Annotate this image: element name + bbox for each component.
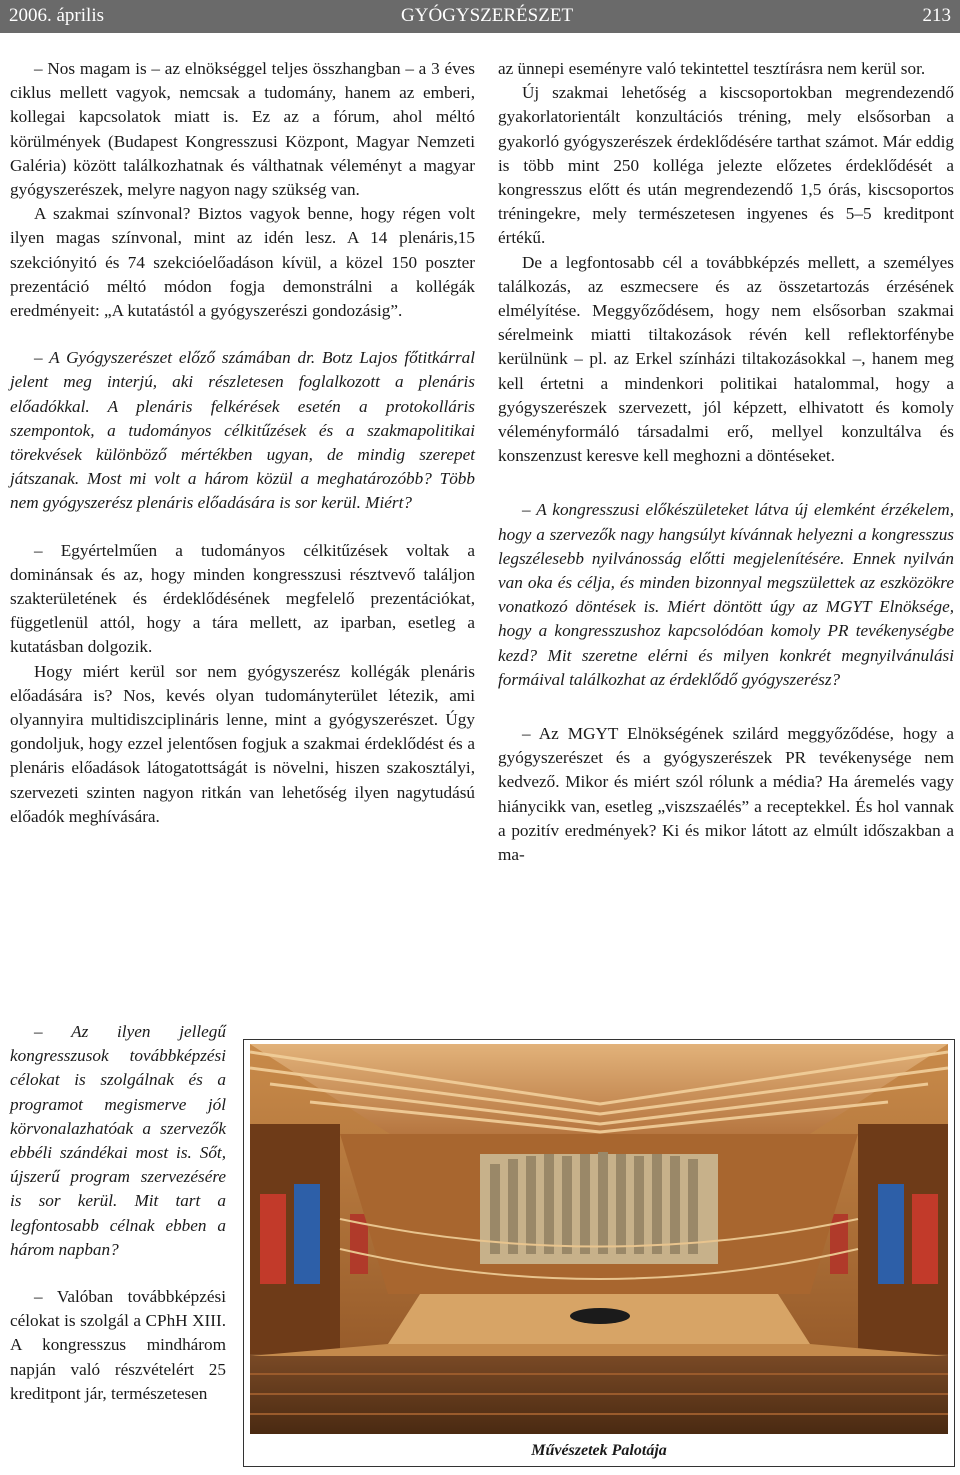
answer-paragraph: Új szakmai lehetőség a kiscsoportokban megrendezendő gyakorlatorientált konzultációs tréning, mely elsősorban a gyakorló gyógyszerészek érdeklődésére tarthat számot. Már eddig is több mint 250 kolléga jelezte előzetes érdeklődését a kongresszus előtt és után megrendezendő 1,5 órás, kiscsoportos tréningekre, mely természetesen ingyenes és 5–5 kreditpont értékű. [498, 83, 954, 248]
concert-hall-figure [243, 1039, 955, 1467]
answer-paragraph: – Az MGYT Elnökségének szilárd meggyőződése, hogy a gyógyszerészet és a gyógyszerészek PR tevékenysége nem kedvező. Mikor és miért szól rólunk a média? Ha áremelés vagy hiánycikk van, esetleg „viszszaélés” a receptekkel. És hol vannak a pozitív eredmények? Ki és mikor látott az elmúlt időszakban a ma- [498, 724, 954, 865]
concert-hall-photo [250, 1044, 948, 1434]
journal-title: GYÓGYSZERÉSZET [401, 5, 574, 26]
answer-paragraph: A szakmai színvonal? Biztos vagyok benne, hogy régen volt ilyen magas színvonal, mint az idén lesz. A 14 plenáris,15 szekciónyitó és 74 szekcióelőadáson kívül, a közel 150 poszter prezentáció méltó módon fogja demonstrálni a kollégák eredményeit: „A kutatástól a gyógyszerészi gondozásig”. [10, 204, 475, 321]
concert-hall-illustration [250, 1044, 948, 1434]
left-column [10, 57, 475, 829]
question-paragraph: – A kongresszusi előkészületeket látva új elemként érzékelem, hogy a szervezők nagy hangsúlyt kívánnak helyezni a kongresszus legszélesebb nyilvánosság előtti megjelenítésére. Ennek nyilván van oka és célja, és minden bizonnyal megszülettek az eszközökre vonatkozó döntések is. Miért döntött úgy az MGYT Elnöksége, hogy a kongresszushoz kapcsolódóan komoly PR tevékenységbe kezd? Mit szeretne elérni és milyen konkrét megnyilvánulási formáival találkozhat az érdeklődő gyógyszerész? [498, 500, 954, 689]
answer-paragraph: Hogy miért kerül sor nem gyógyszerész kollégák plenáris előadására is? Nos, kevés olyan tudományterület létezik, ami olyannyira multidiszciplináris lenne, mint a gyógyszerészet. Úgy gondoljuk, hogy ezzel jelentősen fogjuk a szakmai érdeklődést és a plenáris előadások látogatottságát is növelni, hiszen szakosztályi, szervezeti szinten nagyon ritkán van lehetőség ilyen nagytudású előadók meghívására. [10, 661, 475, 826]
page-header [0, 0, 960, 33]
issue-date: 2006. április [9, 5, 104, 26]
answer-paragraph: De a legfontosabb cél a továbbképzés mellett, a személyes találkozás, az eszmecsere és az összetartozás érzésének elmélyítése. Meggyőződésem, hogy nem elsősorban szakmai sérelmeink miatti tiltakozások révén kell reflektorfénybe kerülnünk – pl. az Erkel színházi tiltakozásokkal –, hanem meg kell értetni a mindenkori politikai hatalommal, hogy a gyógyszerészek szervezett, jól képzett, elhivatott és komoly véleményformáló társadalmi erő, mellyel konzultálva és konszenzust keresve kell meghozni a döntéseket. [498, 252, 954, 466]
question-paragraph: – Az ilyen jellegű kongresszusok továbbképzési célokat is szolgálnak és a programot megismerve jól körvonalazhatóak a szervezők ebbéli szándékai most is. Sőt, újszerű program szervezésére is sor kerül. Mit tart a legfontosabb célnak ebben a három napban? [10, 1022, 226, 1259]
answer-paragraph: – Egyértelműen a tudományos célkitűzések voltak a dominánsak és az, hogy minden kongresszusi résztvevő találjon szakterületének és érdeklődésének megfelelő prezentációkat, függetlenül attól, hogy a tára mellett, az iparban, esetleg a kutatásban dolgozik. [10, 540, 475, 657]
answer-paragraph: az ünnepi eseményre való tekintettel tesztírásra nem kerül sor. [498, 59, 926, 78]
page-number: 213 [922, 5, 951, 26]
figure-caption: Művészetek Palotája [531, 1442, 667, 1459]
right-column [498, 57, 954, 867]
bottom-left-column [10, 1020, 226, 1406]
answer-paragraph: – Nos magam is – az elnökséggel teljes összhangban – a 3 éves ciklus mellett vagyok, nemcsak a tudomány, hanem az emberi, kollegai kapcsolatok miatt is. Ez az a fórum, ahol méltó körülmények (Budapest Kongresszusi Központ, Magyar Nemzeti Galéria) között találkozhatnak és válthatnak véleményt a magyar gyógyszerészek, melyre nagyon nagy szükség van. [10, 59, 475, 200]
question-paragraph: – A Gyógyszerészet előző számában dr. Botz Lajos főtitkárral jelent meg interjú, aki részletesen foglalkozott a plenáris előadókkal. A plenáris felkérések esetén a protokolláris szempontok, a tudományos célkitűzések és a szakmapolitikai törekvések különböző mértékben ugyan, de mindig szerepet játszanak. Most mi volt a három közül a meghatározóbb? Több nem gyógyszerész plenáris előadására is sor kerül. Miért? [10, 348, 475, 513]
answer-paragraph: – Valóban továbbképzési célokat is szolgál a CPhH XIII. A kongresszus mindhárom napján való részvételért 25 kreditpont jár, természetesen [10, 1287, 226, 1403]
